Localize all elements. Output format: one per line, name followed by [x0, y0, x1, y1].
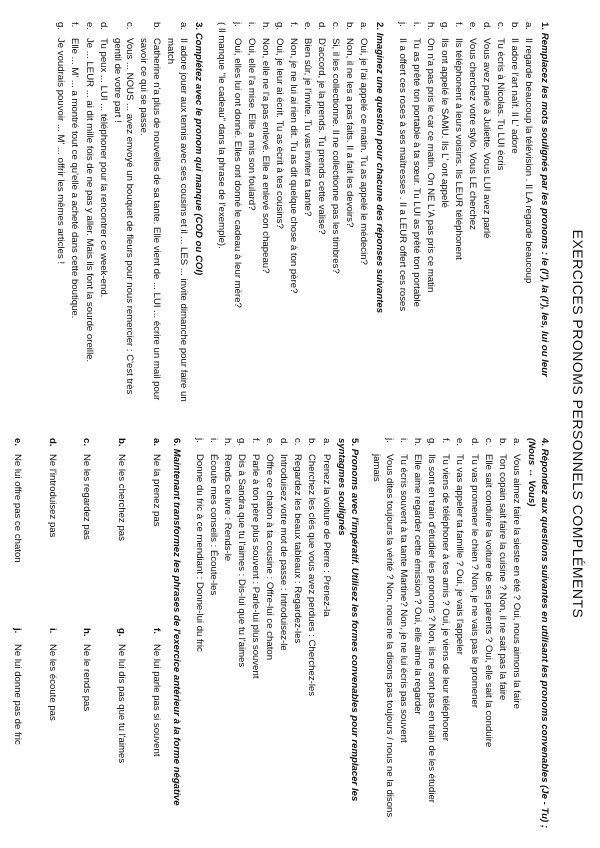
item-letter: j.: [193, 438, 205, 443]
exercise-1-instruction-text: Remplacez les mots soulignés par les pronoms : le (l'), la (l'), les, lui ou leur: [539, 32, 550, 377]
item-text: Il a offert ces roses à ses maîtresses . Il a LEUR offert ces roses: [396, 38, 408, 312]
exercise-item: [164, 22, 189, 414]
item-text: Prenez la voiture de Pierre : Prenez-la: [320, 454, 332, 617]
item-text: Je voudrais pouvoir ... M' ... offrir les mêmes articles !: [55, 38, 67, 265]
answer-cell: [45, 628, 58, 818]
exercise-1: [395, 22, 550, 414]
item-text: Il adore jouer aux tennis avec ses cousins et il ... LES ... invite dimanche pour faire un match: [165, 38, 189, 402]
left-column: [44, 22, 550, 414]
exercise-item: [244, 22, 257, 414]
item-letter: c.: [482, 438, 494, 446]
item-text: Vous ... NOUS ... avez envoyé un bouquet de fleurs pour nous remercier : C'est très gentil de votre part !: [111, 38, 136, 395]
item-text: Non, il ne les a pas faits. Il a fait les devoirs?: [344, 38, 356, 228]
exercise-6-items: [11, 438, 162, 830]
item-letter: j.: [231, 22, 243, 27]
exercise-1-number: 1.: [539, 22, 550, 31]
exercise-item: [329, 22, 342, 414]
exercise-item: [508, 22, 521, 414]
item-letter: g.: [273, 22, 285, 31]
exercise-item: [230, 22, 243, 414]
exercise-item: [453, 438, 466, 830]
item-text: Parle à ton père plus souvent : Parle-lui plus souvent: [250, 454, 262, 679]
item-letter: c.: [124, 22, 136, 30]
item-text: Il adore l'art naïf. Il L' adore: [509, 38, 521, 154]
item-letter: d.: [97, 22, 109, 31]
exercise-item: [343, 22, 356, 414]
exercise-4-number: 4.: [539, 438, 550, 447]
exercise-3-instruction: [192, 22, 205, 414]
item-letter: j.: [396, 22, 408, 27]
item-text: Ils téléphonent à leurs voisins. Ils LEUR téléphonent: [452, 38, 464, 260]
item-letter: a.: [177, 22, 189, 31]
exercise-item: [509, 438, 522, 830]
exercise-item: [96, 22, 109, 414]
exercise-5-items: [192, 438, 331, 830]
item-text: Vous aimez faire la sieste en été ? Oui, nous aimons la faire: [510, 454, 522, 709]
exercise-item: [494, 22, 507, 414]
item-letter: g.: [115, 628, 127, 637]
item-letter: g.: [438, 22, 450, 31]
item-text: Tu écris souvent à ta tante Martine? Non, je ne lui écris pas souvent: [398, 454, 410, 743]
item-text: Ne lui offre pas ce chaton: [12, 454, 24, 563]
exercise-item: [110, 22, 135, 414]
item-letter: g.: [55, 22, 67, 31]
exercise-item: [522, 22, 535, 414]
item-letter: d.: [46, 438, 58, 447]
exercise-item: [451, 22, 464, 414]
item-letter: i.: [410, 22, 422, 27]
item-text: Oui, elle l'a mise. Elle a mis son foulard?: [245, 38, 257, 211]
exercise-item: [258, 22, 271, 414]
item-letter: f.: [440, 438, 452, 444]
answer-cell: [11, 438, 24, 628]
item-letter: f.: [250, 438, 262, 444]
item-text: Ne les écoute pas: [46, 644, 58, 721]
item-text: Offre ce chaton à ta cousine : Offre-lui ce chaton: [264, 454, 276, 661]
exercise-5: [192, 438, 360, 830]
item-letter: b.: [509, 22, 521, 31]
exercise-2-number: 2.: [373, 22, 385, 31]
item-letter: b.: [115, 438, 127, 447]
item-text: Tu as prêté ton portable à ta sœur. Tu LUI as prêté ton portable: [410, 38, 422, 307]
item-letter: a.: [358, 22, 370, 31]
item-letter: j.: [383, 438, 395, 443]
item-letter: a.: [320, 438, 332, 447]
exercise-item: [425, 438, 438, 830]
item-text: Ne les regardez pas: [81, 454, 93, 540]
exercise-item: [277, 438, 290, 830]
exercise-5-number: 5.: [348, 438, 360, 447]
exercise-3: [54, 22, 205, 414]
exercise-item: [409, 22, 422, 414]
item-text: Oui, elles lui ont donné. Elles ont donné le cadeau à leur mère?: [231, 38, 243, 308]
item-letter: e.: [264, 438, 276, 447]
answer-cell: [80, 628, 93, 818]
right-column: [1, 438, 550, 830]
item-text: Vous dites toujours la vérité ? Non, nous ne la disons pas toujours / nous ne la disons jamais: [371, 454, 395, 818]
item-text: Tu peux ... LUI ... téléphoner pour la rencontrer ce week-end.: [97, 38, 109, 298]
item-text: Ne la prenez pas: [150, 454, 162, 527]
item-text: Tu écris à Nicolas. Tu LUI écris: [495, 38, 507, 171]
exercise-item: [137, 22, 162, 414]
item-letter: h.: [259, 22, 271, 31]
item-text: On n'a pas pris le car ce matin. On NE L'A pas pris ce matin: [424, 38, 436, 293]
item-text: Non, je ne lui ai rien dit. Tu as dit quelque chose à ton père?: [287, 38, 299, 294]
exercise-item: [82, 22, 95, 414]
page-title: EXERCICES PRONOMS PERSONNELS COMPLÉMENTS: [570, 229, 586, 619]
item-letter: e.: [12, 438, 24, 447]
exercise-item: [411, 438, 424, 830]
item-letter: f.: [150, 628, 162, 634]
exercise-5-instruction: [335, 438, 360, 830]
exercise-item: [357, 22, 370, 414]
exercise-item: [481, 438, 494, 830]
exercise-item: [305, 438, 318, 830]
item-letter: h.: [221, 438, 233, 447]
item-text: Elle aime regarder cette émission ? Oui, elle aime la regarder: [412, 454, 424, 715]
exercise-2-instruction-text: Imaginez une question pour chacune des réponses suivantes: [373, 32, 385, 314]
item-text: Ne lui parle pas si souvent: [150, 644, 162, 757]
item-letter: i.: [207, 438, 219, 443]
item-letter: f.: [452, 22, 464, 28]
item-letter: d.: [278, 438, 290, 447]
item-text: Catherine n'a plus de nouvelles de sa tante. Elle vient de ... LUI ... écrire un mail pour savoir ce qui se passe.: [138, 38, 163, 401]
exercise-item: [467, 438, 480, 830]
item-text: Tu viens de téléphoner à tes amis ? Oui, je viens de leur téléphoner: [440, 454, 452, 742]
exercise-3-items: [54, 22, 189, 414]
exercise-item: [439, 438, 452, 830]
exercise-6-instruction-text: Maintenant transformez les phrases de l'exercice antérieur à la forme négative: [171, 448, 183, 806]
item-text: Elle ... M' ... a montré tout ce qu'elle a acheté dans cette boutique.: [69, 38, 81, 319]
exercise-3-instruction-text: Complétez avec le pronom qui manque (COD ou COI): [193, 32, 205, 276]
item-text: Oui, je l'ai appelé ce matin. Tu as appelé le médecin?: [358, 38, 370, 265]
answer-cell: [149, 438, 162, 628]
item-text: Il regarde beaucoup la télévision . Il LA regarde beaucoup: [523, 38, 535, 284]
item-letter: b.: [496, 438, 508, 447]
answer-cell: [114, 628, 127, 818]
item-text: D'accord, je la prends. Tu prends cette valise?: [316, 38, 328, 235]
exercise-6-number: 6.: [171, 438, 183, 447]
item-text: Écoute mes conseils : Écoute-les: [207, 454, 219, 596]
item-letter: e.: [467, 22, 479, 31]
exercise-item: [220, 438, 233, 830]
exercise-3-number: 3.: [193, 22, 205, 31]
item-text: Ils ont appelé le SAMU. Ils L' ont appelé: [438, 38, 450, 208]
item-text: Oui, je leur ai écrit. Tu as écrit à tes cousins?: [273, 38, 285, 229]
item-text: Non, elle ne l'a pas enlevé. Elle a enlevé son chapeau?: [259, 38, 271, 274]
item-letter: i.: [245, 22, 257, 27]
item-letter: b.: [344, 22, 356, 31]
item-letter: g.: [426, 438, 438, 447]
exercise-item: [291, 438, 304, 830]
item-text: Ils sont en train d'étudier les pronoms ? Non, ils ne sont pas en train de les étudier: [426, 454, 438, 804]
item-text: Ne le rends pas: [81, 644, 93, 712]
exercise-item: [286, 22, 299, 414]
item-letter: e.: [302, 22, 313, 31]
item-text: Vous avez parlé à Juliette. Vous LUI avez parlé: [481, 38, 493, 239]
item-letter: i.: [46, 628, 58, 634]
item-letter: b.: [151, 22, 163, 31]
exercise-4: [370, 438, 550, 830]
item-text: Cherchez les clés que vous avez perdues : Cherchez-les: [306, 454, 318, 697]
item-letter: a.: [523, 22, 535, 31]
item-letter: f.: [287, 22, 299, 28]
exercise-2-instruction: [372, 22, 385, 414]
exercise-item: [437, 22, 450, 414]
exercise-4-instruction-text: Répondez aux questions suivantes en utilisant les pronoms convenables (Je - Tu) ; (Nous ↔ Vous): [526, 438, 550, 829]
item-letter: c.: [292, 438, 304, 446]
exercise-item: [249, 438, 262, 830]
exercise-1-instruction: [537, 22, 550, 414]
item-text: Tu vas appeler ta famille ? Oui, je vais l'appeler: [454, 454, 466, 655]
item-text: Ton copain sait faire la cuisine ? Non, il ne sait pas la faire: [496, 454, 508, 701]
exercise-1-items: [395, 22, 534, 414]
exercise-4-items: [370, 438, 522, 830]
item-text: Rends ce livre : Rends-le: [221, 454, 233, 562]
item-text: Ne lui dis pas que tu l'aimes: [115, 644, 127, 764]
exercise-item: [315, 22, 328, 414]
item-letter: d.: [468, 438, 480, 447]
exercise-5-instruction-text: Pronoms avec l'impératif. Utilisez les formes convenables pour remplacer les syntagmes soulignés: [336, 438, 360, 802]
exercise-item: [300, 22, 313, 414]
exercise-2-items: [230, 22, 369, 414]
item-text: Si, il les collectionne. Il ne collectionne pas les timbres?: [330, 38, 342, 274]
item-letter: b.: [306, 438, 318, 447]
exercise-item: [263, 438, 276, 830]
item-letter: d.: [316, 22, 328, 31]
item-letter: c.: [495, 22, 507, 30]
exercise-item: [206, 438, 219, 830]
item-text: Tu vas promener le chien ? Non, je ne vais pas le promener: [468, 454, 480, 709]
exercise-item: [423, 22, 436, 414]
exercise-item: [465, 22, 478, 414]
item-letter: f.: [69, 22, 81, 28]
item-text: Introduisez votre mot de passe : Introduisez-le: [278, 454, 290, 651]
item-text: Donne du fric à ce mendiant : Donne-lui du fric: [193, 454, 205, 652]
exercise-item: [495, 438, 508, 830]
item-letter: j.: [12, 628, 24, 634]
answer-cell: [149, 628, 162, 818]
exercise-2-note: ( Il manque "le cadeau" dans la phrase de l'exemple).: [215, 22, 227, 249]
answer-cell: [80, 438, 93, 628]
item-letter: a.: [150, 438, 162, 447]
item-letter: h.: [81, 628, 93, 637]
exercise-item: [54, 22, 67, 414]
item-letter: d.: [481, 22, 493, 31]
item-letter: c.: [330, 22, 342, 30]
item-letter: h.: [424, 22, 436, 31]
exercise-item: [395, 22, 408, 414]
item-letter: e.: [83, 22, 95, 31]
item-letter: i.: [398, 438, 410, 443]
item-text: Regardez les beaux tableaux : Regardez-les: [292, 454, 304, 644]
item-letter: h.: [412, 438, 424, 447]
item-text: Bien sûr, je l'invite. Tu vas inviter ta tante?: [302, 38, 313, 217]
item-text: Ne lui donne pas de fric: [12, 644, 24, 745]
item-letter: e.: [454, 438, 466, 447]
item-letter: g.: [236, 438, 248, 447]
exercise-6-instruction: [170, 438, 183, 830]
exercise-6: [11, 438, 183, 830]
item-text: Dis à Sandra que tu l'aimes : Dis-lui que tu l'aimes: [236, 454, 248, 668]
item-text: Ne l'introduisez pas: [46, 454, 58, 538]
exercise-item: [192, 438, 205, 830]
item-text: Ne les cherchez pas: [115, 454, 127, 541]
item-letter: a.: [510, 438, 522, 447]
exercise-item: [370, 438, 395, 830]
exercise-item: [319, 438, 332, 830]
item-text: Vous cherchez votre stylo. Vous LE cherchez: [467, 38, 479, 230]
exercise-2: [214, 22, 385, 414]
exercise-item: [396, 438, 409, 830]
answer-cell: [114, 438, 127, 628]
item-letter: c.: [81, 438, 93, 447]
answer-cell: [11, 628, 24, 818]
exercise-item: [272, 22, 285, 414]
exercise-item: [68, 22, 81, 414]
item-text: Je ... LEUR ... ai dit mille fois de ne pas y aller. Mais ils font la sourde oreille.: [83, 38, 95, 363]
exercise-4-instruction: [525, 438, 550, 830]
exercise-item: [234, 438, 247, 830]
item-text: Elle sait conduire la voiture de ses parents ? Oui, elle sait la conduire: [482, 454, 494, 748]
answer-cell: [45, 438, 58, 628]
exercise-item: [480, 22, 493, 414]
